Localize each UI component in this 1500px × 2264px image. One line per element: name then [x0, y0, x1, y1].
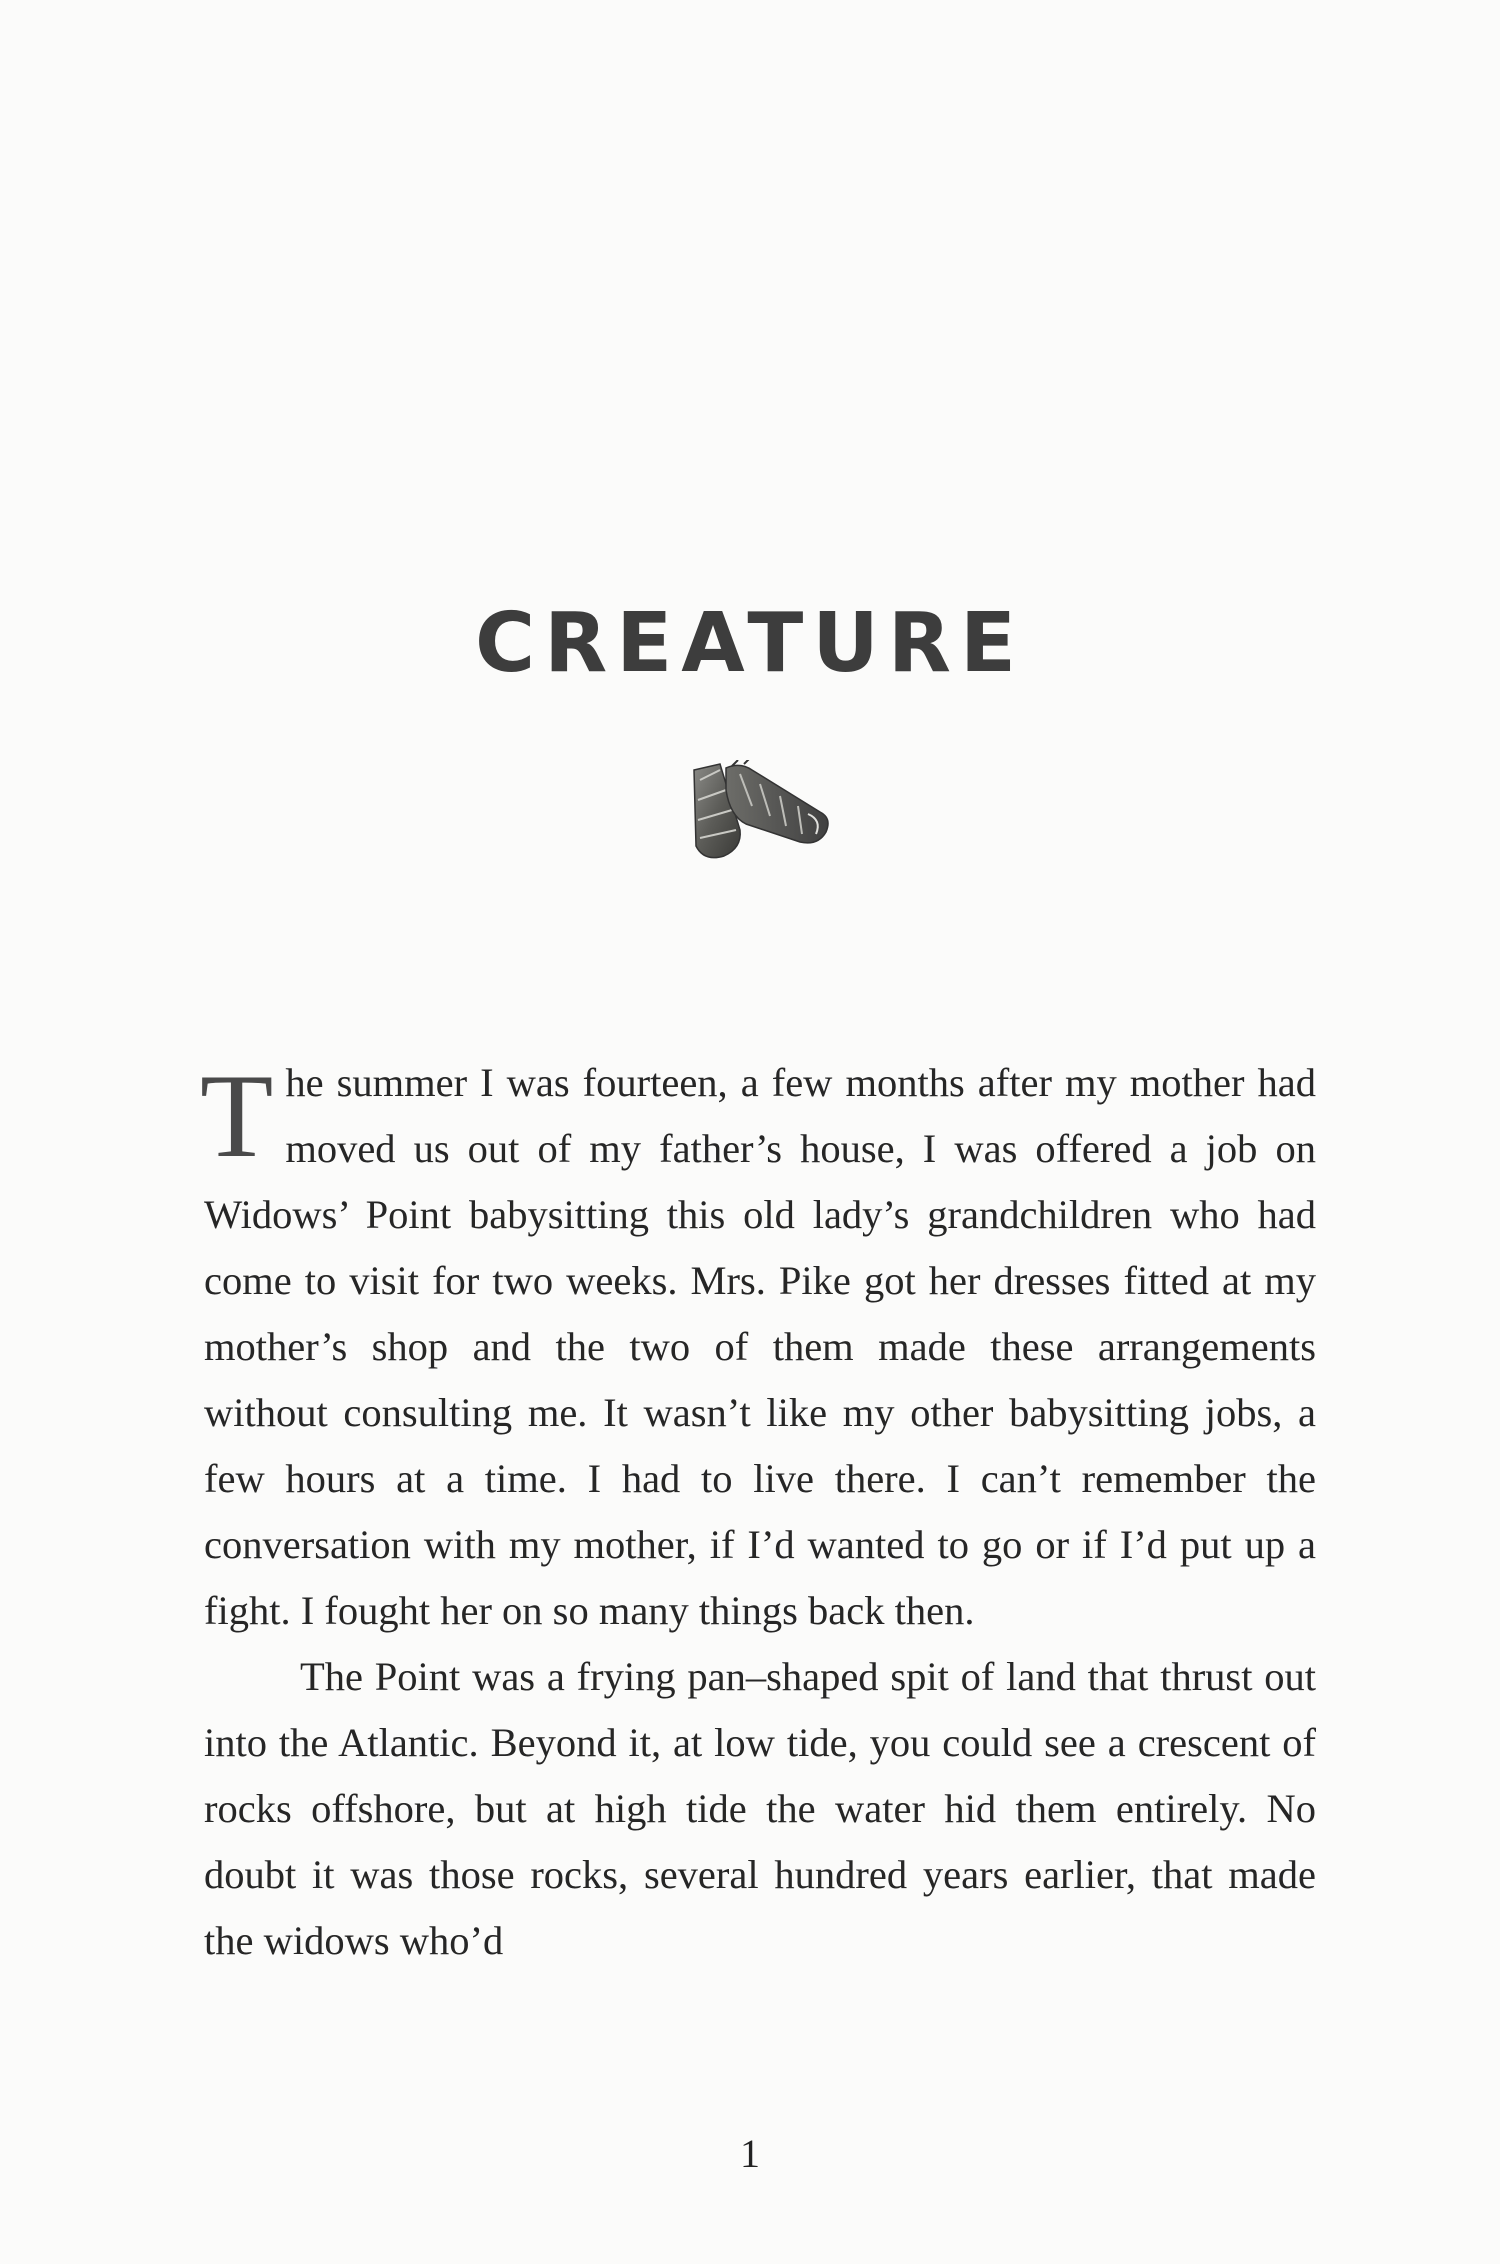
shell-ornament-icon: [680, 760, 850, 890]
page-number: 1: [740, 2131, 760, 2176]
body-text: [200, 1049, 1316, 1974]
drop-cap: T: [200, 1049, 274, 1182]
chapter-title: CREATURE: [474, 595, 1026, 691]
paragraph-2: The Point was a frying pan–shaped spit of land that thrust out into the Atlantic. Beyond it, at low tide, you could see a crescent of rocks offshore, but at high tide the water hid them entirely. No doubt it was those rocks, several hundred years earlier, that made the widows who’d: [204, 1654, 1316, 1963]
paragraph-1-text: he summer I was fourteen, a few months after my mother had moved us out of my father’s house, I was offered a job on Widows’ Point babysitting this old lady’s grandchildren who had come to visit for two weeks. Mrs. Pike got her dresses fitted at my mother’s shop and the two of them made these arrangements without consulting me. It wasn’t like my other babysitting jobs, a few hours at a time. I had to live there. I can’t remember the conversation with my mother, if I’d wanted to go or if I’d put up a fight. I fought her on so many things back then.: [204, 1060, 1316, 1633]
paragraph-1: [200, 1049, 1316, 1644]
